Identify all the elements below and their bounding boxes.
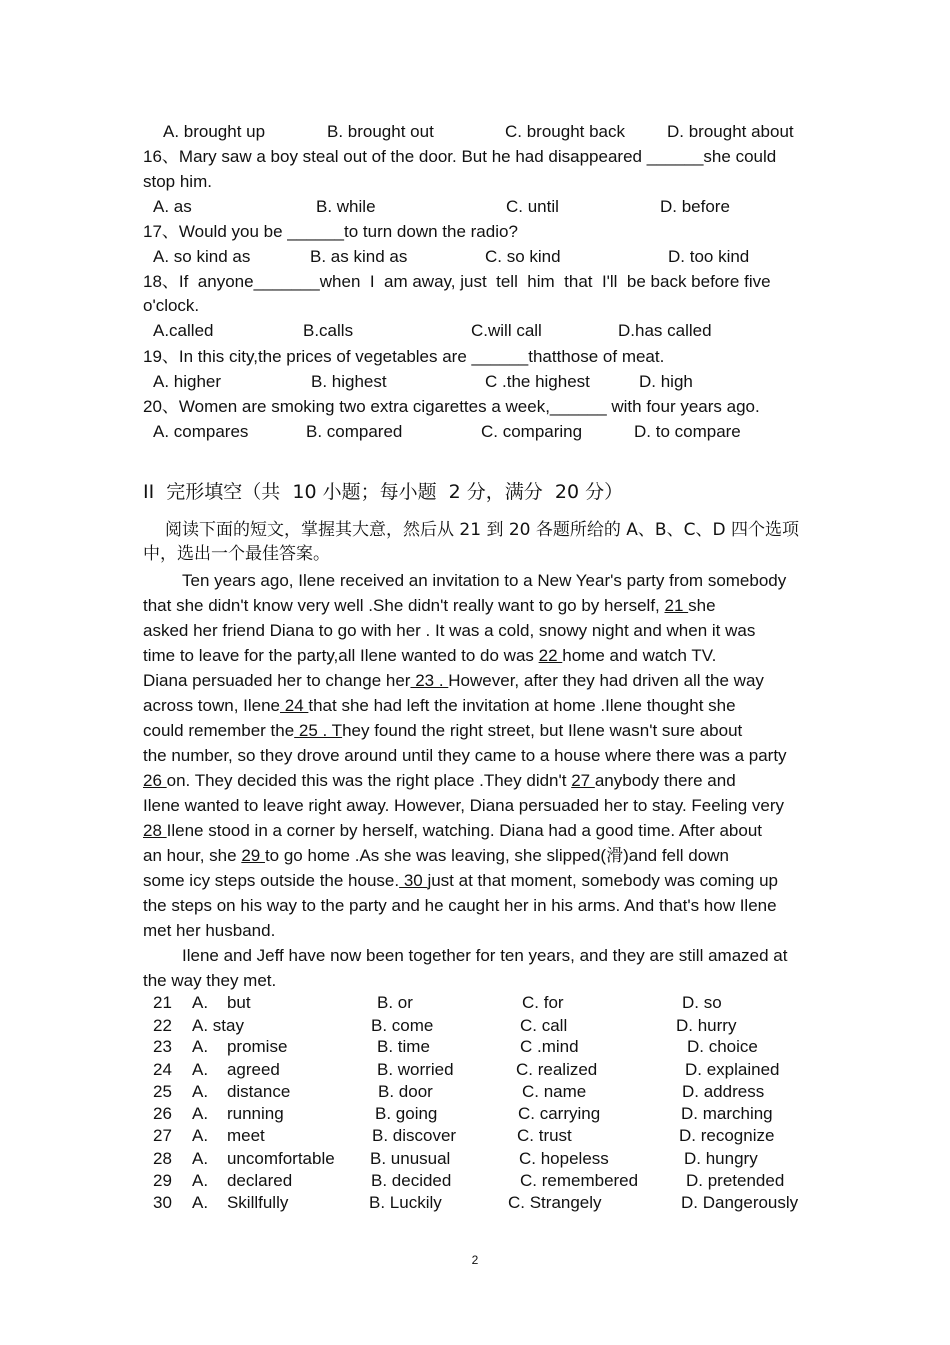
option-c: C. call [520, 1016, 568, 1035]
option-b: B. come [371, 1016, 434, 1035]
q19-option-c: C .the highest [485, 372, 590, 391]
option-d: D. recognize [679, 1126, 775, 1145]
blank-29: 29 [241, 846, 265, 865]
option-a: A. Skillfully [192, 1193, 289, 1212]
row-number: 26 [153, 1104, 172, 1123]
q18-stem-line2: o'clock. [143, 296, 200, 315]
passage-line: time to leave for the party,all Ilene wanted to do was 22 home and watch TV. [143, 646, 717, 665]
q15-option-a: A. brought up [163, 122, 266, 141]
passage-line: the number, so they drove around until they came to a house where there was a party [143, 746, 787, 765]
passage-line: asked her friend Diana to go with her . It was a cold, snowy night and when it was [143, 621, 756, 640]
option-b: B. time [377, 1037, 430, 1056]
row-number: 21 [153, 993, 172, 1012]
passage-line: 28 Ilene stood in a corner by herself, watching. Diana had a good time. After about [143, 821, 763, 840]
option-d: D. Dangerously [681, 1193, 799, 1212]
section-instruction: 阅读下面的短文，掌握其大意，然后从 21 到 20 各题所给的 A、B、C、D 四个选项中，选出一个最佳答案。 [143, 520, 799, 564]
option-c: C. remembered [520, 1171, 639, 1190]
option-d: D. explained [685, 1060, 780, 1079]
q18-option-b: B.calls [303, 321, 354, 340]
option-a: A. declared [192, 1171, 293, 1190]
passage-line: some icy steps outside the house. 30 just at that moment, somebody was coming up [143, 871, 779, 890]
option-c: C. for [522, 993, 564, 1012]
q19-option-a: A. higher [153, 372, 222, 391]
q20-option-a: A. compares [153, 422, 249, 441]
q19-option-b: B. highest [311, 372, 387, 391]
option-a: A. distance [192, 1082, 291, 1101]
row-number: 23 [153, 1037, 172, 1056]
option-d: D. marching [681, 1104, 773, 1123]
q18-stem-line1: 18、If anyone_______when I am away, just tell him that I'll be back before five [143, 272, 771, 291]
blank-27: 27 [571, 771, 595, 790]
row-number: 22 [153, 1016, 172, 1035]
option-a: A. meet [192, 1126, 265, 1145]
passage-line: across town, Ilene 24 that she had left the invitation at home .Ilene thought she [143, 696, 736, 715]
blank-30: 30 [399, 871, 428, 890]
blank-25: 25 . T [294, 721, 343, 740]
option-b: B. door [378, 1082, 433, 1101]
option-b: B. Luckily [369, 1193, 442, 1212]
option-c: C. trust [517, 1126, 572, 1145]
q17-option-c: C. so kind [485, 247, 561, 266]
passage-line: the way they met. [143, 971, 277, 990]
option-a: A. running [192, 1104, 284, 1123]
option-a: A. uncomfortable [192, 1149, 335, 1168]
row-number: 24 [153, 1060, 172, 1079]
row-number: 29 [153, 1171, 172, 1190]
q18-option-c: C.will call [471, 321, 542, 340]
option-a: A. promise [192, 1037, 288, 1056]
q17-stem: 17、Would you be ______to turn down the radio? [143, 222, 518, 241]
option-d: D. hungry [684, 1149, 758, 1168]
option-d: D. pretended [686, 1171, 785, 1190]
option-b: B. unusual [370, 1149, 451, 1168]
passage-line: Ten years ago, Ilene received an invitation to a New Year's party from somebody [182, 571, 787, 590]
passage-line: that she didn't know very well .She didn't really want to go by herself, 21 she [143, 596, 716, 615]
q16-option-d: D. before [660, 197, 730, 216]
row-number: 27 [153, 1126, 172, 1145]
q16-option-b: B. while [316, 197, 376, 216]
q16-stem-line1: 16、Mary saw a boy steal out of the door. But he had disappeared ______she could [143, 147, 777, 166]
option-a: A. but [192, 993, 251, 1012]
q18-option-a: A.called [153, 321, 214, 340]
page-number: 2 [471, 1253, 479, 1267]
row-number: 28 [153, 1149, 172, 1168]
row-number: 30 [153, 1193, 172, 1212]
passage-line: met her husband. [143, 921, 276, 940]
q16-option-c: C. until [506, 197, 559, 216]
option-d: D. so [682, 993, 722, 1012]
passage-line: Ilene and Jeff have now been together for ten years, and they are still amazed at [182, 946, 788, 965]
blank-28: 28 [143, 821, 167, 840]
q17-option-d: D. too kind [668, 247, 750, 266]
q17-option-a: A. so kind as [153, 247, 251, 266]
option-d: D. address [682, 1082, 765, 1101]
passage-line: the steps on his way to the party and he caught her in his arms. And that's how Ilene [143, 896, 777, 915]
option-a: A. agreed [192, 1060, 280, 1079]
passage-line: Diana persuaded her to change her 23 . However, after they had driven all the way [143, 671, 764, 690]
q16-stem-line2: stop him. [143, 172, 212, 191]
passage-line: could remember the 25 . They found the right street, but Ilene wasn't sure about [143, 721, 743, 740]
blank-23: 23 . [410, 671, 449, 690]
q20-option-b: B. compared [306, 422, 403, 441]
option-c: C. hopeless [519, 1149, 609, 1168]
blank-26: 26 [143, 771, 167, 790]
option-b: B. worried [377, 1060, 454, 1079]
q19-stem: 19、In this city,the prices of vegetables are ______thatthose of meat. [143, 347, 665, 366]
option-b: B. or [377, 993, 413, 1012]
option-d: D. choice [687, 1037, 758, 1056]
q15-option-d: D. brought about [667, 122, 794, 141]
option-c: C .mind [520, 1037, 579, 1056]
blank-24: 24 [280, 696, 309, 715]
section-heading: II 完形填空（共 10 小题；每小题 2 分，满分 20 分） [143, 481, 624, 503]
q15-option-b: B. brought out [327, 122, 434, 141]
q20-option-d: D. to compare [634, 422, 741, 441]
option-c: C. realized [516, 1060, 598, 1079]
option-c: C. Strangely [508, 1193, 602, 1212]
q19-option-d: D. high [639, 372, 693, 391]
q16-option-a: A. as [153, 197, 192, 216]
blank-21: 21 [664, 596, 689, 615]
passage-line: 26 on. They decided this was the right place .They didn't 27 anybody there and [143, 771, 736, 790]
q18-option-d: D.has called [618, 321, 712, 340]
q17-option-b: B. as kind as [310, 247, 408, 266]
option-d: D. hurry [676, 1016, 737, 1035]
option-b: B. decided [371, 1171, 452, 1190]
passage-line: Ilene wanted to leave right away. However, Diana persuaded her to stay. Feeling very [143, 796, 785, 815]
option-c: C. name [522, 1082, 587, 1101]
option-b: B. going [375, 1104, 438, 1123]
q15-option-c: C. brought back [505, 122, 626, 141]
q20-option-c: C. comparing [481, 422, 583, 441]
option-c: C. carrying [518, 1104, 601, 1123]
passage-line: an hour, she 29 to go home .As she was leaving, she slipped(滑)and fell down [143, 846, 729, 865]
option-a: A. stay [192, 1016, 244, 1035]
blank-22: 22 [538, 646, 563, 665]
q20-stem: 20、Women are smoking two extra cigarettes a week,______ with four years ago. [143, 397, 760, 416]
row-number: 25 [153, 1082, 172, 1101]
option-b: B. discover [372, 1126, 457, 1145]
